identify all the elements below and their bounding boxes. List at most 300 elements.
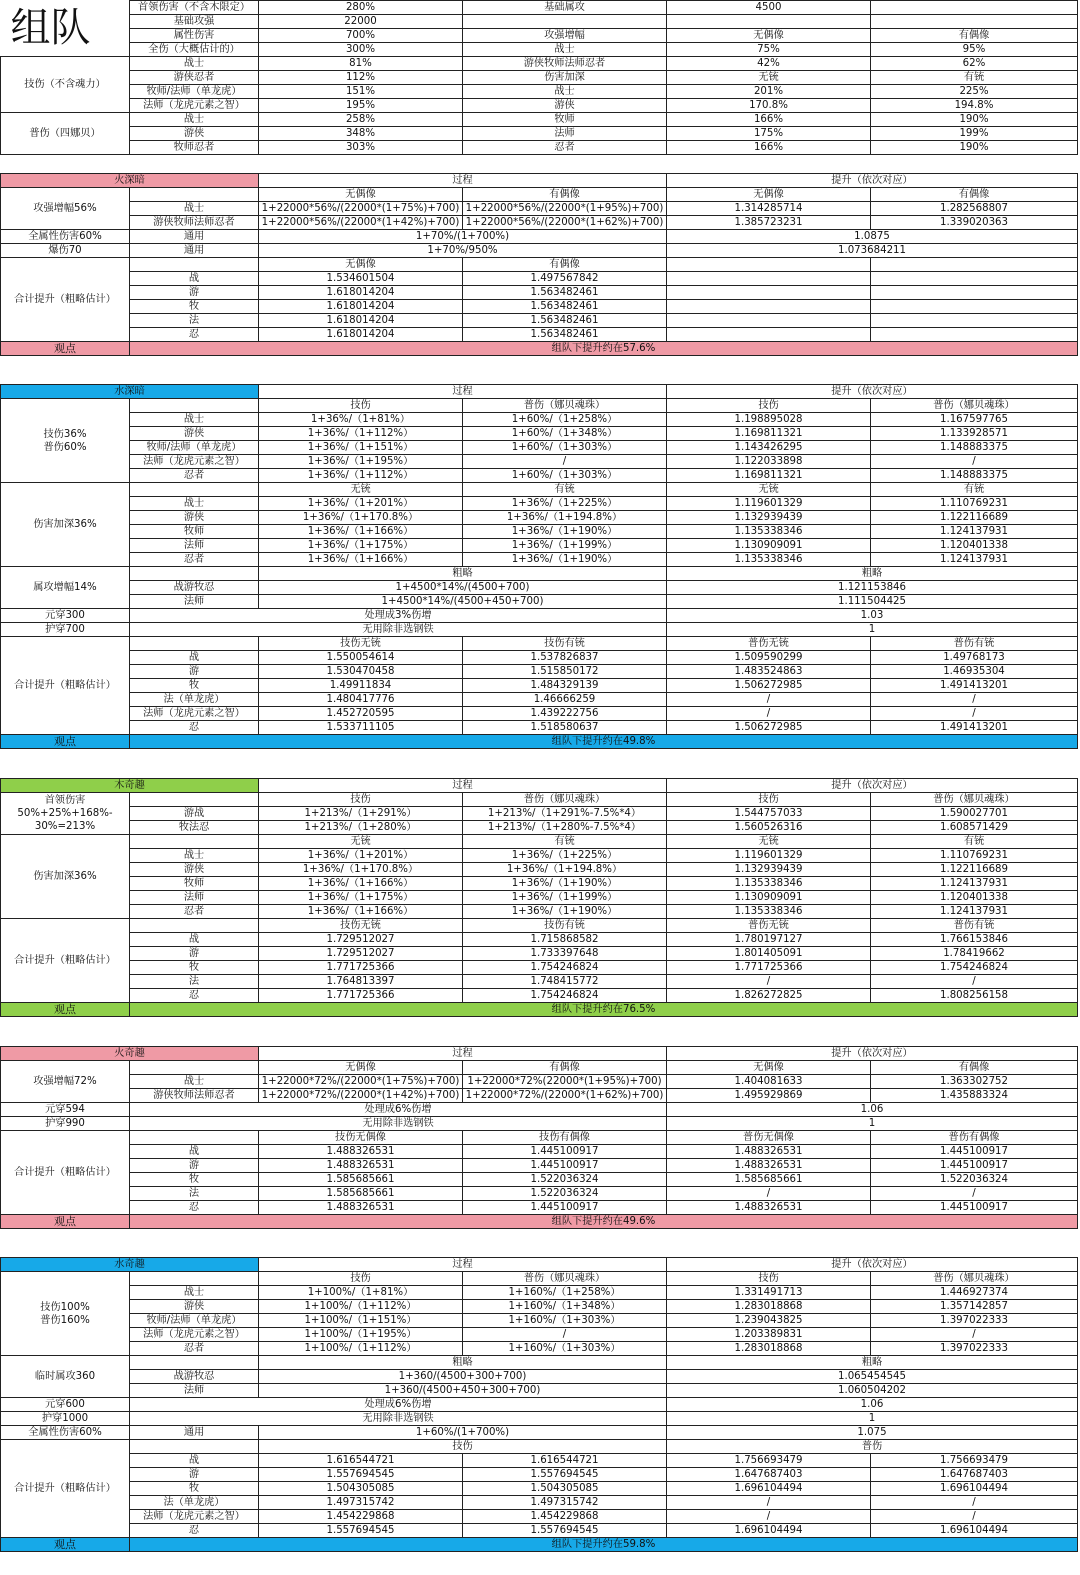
cell: 1.522036324 <box>463 1173 667 1187</box>
cell: 1 <box>667 623 1078 637</box>
group-label: 攻强增幅56% <box>1 188 130 230</box>
cell: 1.518580637 <box>463 721 667 735</box>
section-name: 水奇趣 <box>1 1258 259 1272</box>
cell: 1.557694545 <box>259 1468 463 1482</box>
section-table <box>0 384 1078 749</box>
cell <box>871 272 1078 286</box>
cell: 1+36%/（1+225%） <box>463 497 667 511</box>
cell: 游侠 <box>130 427 259 441</box>
cell: 1+36%/（1+166%） <box>259 905 463 919</box>
cell: 法（单龙虎） <box>130 1496 259 1510</box>
cell: 75% <box>667 43 871 57</box>
cell: 游 <box>130 1468 259 1482</box>
cell: 1.49768173 <box>871 651 1078 665</box>
cell: 牧法忍 <box>130 821 259 835</box>
cell: 1.239043825 <box>667 1314 871 1328</box>
cell: 194.8% <box>871 99 1078 113</box>
col-header: 普伤无铳 <box>667 919 871 933</box>
cell: 战士 <box>130 1286 259 1300</box>
col-header: 技伤有偶像 <box>463 1131 667 1145</box>
cell: 1.385723231 <box>667 216 871 230</box>
cell: 1.06 <box>667 1398 1078 1412</box>
cell: 牧 <box>130 679 259 693</box>
conclusion: 组队下提升约在76.5% <box>130 1003 1078 1017</box>
cell: 1+100%/（1+151%） <box>259 1314 463 1328</box>
cell: 战士 <box>130 849 259 863</box>
cell: 1.618014204 <box>259 286 463 300</box>
cell: 1.135338346 <box>667 525 871 539</box>
cell: 1.03 <box>667 609 1078 623</box>
cell: 属性伤害 <box>130 29 259 43</box>
cell: 1.148883375 <box>871 469 1078 483</box>
cell: 牧 <box>130 300 259 314</box>
col-header: 粗略 <box>259 567 667 581</box>
col-header: 粗略 <box>667 1356 1078 1370</box>
cell <box>130 835 259 849</box>
cell: 1.445100917 <box>871 1201 1078 1215</box>
group-label <box>1 793 130 835</box>
group-label: 合计提升（粗略估计） <box>1 1131 130 1215</box>
cell <box>667 328 871 342</box>
view-label: 观点 <box>1 735 130 749</box>
col-header: 技伤无铳 <box>259 637 463 651</box>
cell: 1+36%/（1+166%） <box>259 525 463 539</box>
col-header: 技伤 <box>259 1272 463 1286</box>
cell: 1.563482461 <box>463 286 667 300</box>
cell: 首领伤害（不含木限定） <box>130 1 259 15</box>
cell: 战士 <box>463 43 667 57</box>
cell: / <box>463 1328 667 1342</box>
cell: 游侠 <box>130 511 259 525</box>
cell: 1+22000*72%/(22000*(1+42%)+700) <box>259 1089 463 1103</box>
cell: 牧 <box>130 1482 259 1496</box>
cell <box>871 258 1078 272</box>
cell: 1.404081633 <box>667 1075 871 1089</box>
cell: 258% <box>259 113 463 127</box>
cell: 法 <box>130 314 259 328</box>
group-label-line: 50%+25%+168%- <box>17 808 113 819</box>
cell: 游 <box>130 665 259 679</box>
cell: 199% <box>871 127 1078 141</box>
cell <box>130 1440 259 1454</box>
cell: 1.120401338 <box>871 539 1078 553</box>
cell: 1.808256158 <box>871 989 1078 1003</box>
cell: 1+60%/（1+258%） <box>463 413 667 427</box>
cell: 280% <box>259 1 463 15</box>
cell: 1.497315742 <box>463 1496 667 1510</box>
group-label-line: 普伤60% <box>43 441 87 453</box>
cell: 1.198895028 <box>667 413 871 427</box>
cell: 1.544757033 <box>667 807 871 821</box>
cell: 1.120401338 <box>871 891 1078 905</box>
cell <box>871 328 1078 342</box>
cell: 1.491413201 <box>871 721 1078 735</box>
cell: 1+22000*72%(22000*(1+95%)+700) <box>463 1075 667 1089</box>
group-label-line: 普伤160% <box>40 1314 90 1326</box>
cell: 1.696104494 <box>667 1524 871 1538</box>
cell: 1.733397648 <box>463 947 667 961</box>
cell: 战 <box>130 651 259 665</box>
cell: 1.608571429 <box>871 821 1078 835</box>
cell: 1.550054614 <box>259 651 463 665</box>
cell: 1+160%/（1+303%） <box>463 1314 667 1328</box>
cell: 1+160%/（1+303%） <box>463 1342 667 1356</box>
cell: 1+360/(4500+450+300+700) <box>259 1384 667 1398</box>
cell: 1.445100917 <box>463 1159 667 1173</box>
cell: 1.446927374 <box>871 1286 1078 1300</box>
col-header: 普伤有偶像 <box>871 1131 1078 1145</box>
group-label: 合计提升（粗略估计） <box>1 258 130 342</box>
cell: 1.119601329 <box>667 497 871 511</box>
cell: 忍者 <box>130 469 259 483</box>
cell: 1+4500*14%/(4500+450+700) <box>259 595 667 609</box>
cell: 忍 <box>130 721 259 735</box>
col-header: 无偶像 <box>259 258 463 272</box>
cell: 1.124137931 <box>871 905 1078 919</box>
cell: 700% <box>259 29 463 43</box>
cell: 1+36%/（1+195%） <box>259 455 463 469</box>
cell: 牧师/法师（单龙虎） <box>130 441 259 455</box>
section-wood-quirk <box>0 778 1080 1017</box>
cell: 1.357142857 <box>871 1300 1078 1314</box>
cell: 1.647687403 <box>871 1468 1078 1482</box>
cell: 元穿594 <box>1 1103 130 1117</box>
cell: 1.445100917 <box>463 1201 667 1215</box>
group-label-line: 30%=213% <box>34 821 96 832</box>
view-label: 观点 <box>1 1215 130 1229</box>
header-lift: 提升（依次对应） <box>667 1258 1078 1272</box>
col-header: 有铳 <box>871 483 1078 497</box>
group-label: 普伤（四娜贝） <box>1 113 130 155</box>
cell: 忍 <box>130 328 259 342</box>
cell: 1+100%/（1+112%） <box>259 1300 463 1314</box>
header-lift: 提升（依次对应） <box>667 174 1078 188</box>
cell: 忍 <box>130 1201 259 1215</box>
cell: 1+60%/（1+348%） <box>463 427 667 441</box>
cell: 忍者 <box>130 1342 259 1356</box>
cell: 1.110769231 <box>871 497 1078 511</box>
cell: 1.756693479 <box>871 1454 1078 1468</box>
cell: 1.488326531 <box>667 1145 871 1159</box>
cell <box>667 258 871 272</box>
conclusion: 组队下提升约在49.8% <box>130 735 1078 749</box>
cell: 战士 <box>130 413 259 427</box>
cell: 1+36%/（1+112%） <box>259 469 463 483</box>
col-header: 无偶像 <box>259 1061 463 1075</box>
cell: 牧师 <box>463 113 667 127</box>
cell: 1.534601504 <box>259 272 463 286</box>
cell: 1+36%/（1+81%） <box>259 413 463 427</box>
cell: 1.533711105 <box>259 721 463 735</box>
col-header: 无铳 <box>259 835 463 849</box>
cell: 1+36%/（1+175%） <box>259 539 463 553</box>
cell: 170.8% <box>667 99 871 113</box>
cell: 1.445100917 <box>463 1145 667 1159</box>
group-label: 合计提升（粗略估计） <box>1 637 130 735</box>
cell: 1.771725366 <box>259 989 463 1003</box>
cell: 1.771725366 <box>667 961 871 975</box>
cell: 忍 <box>130 989 259 1003</box>
cell: 1.766153846 <box>871 933 1078 947</box>
cell: 通用 <box>130 244 259 258</box>
cell <box>130 1061 259 1075</box>
cell <box>667 314 871 328</box>
cell: 1.167597765 <box>871 413 1078 427</box>
group-label-line: 技伤100% <box>40 1301 90 1313</box>
cell: 1.135338346 <box>667 905 871 919</box>
cell: 1.488326531 <box>667 1159 871 1173</box>
cell: 游侠牧师法师忍者 <box>130 216 259 230</box>
col-header: 粗略 <box>259 1356 667 1370</box>
cell: 1.484329139 <box>463 679 667 693</box>
overview-section <box>0 0 1080 155</box>
header-process: 过程 <box>259 1258 667 1272</box>
cell: 1+360/(4500+300+700) <box>259 1370 667 1384</box>
cell: 303% <box>259 141 463 155</box>
cell: 1.560526316 <box>667 821 871 835</box>
col-header: 技伤 <box>667 1272 871 1286</box>
cell: 牧 <box>130 1173 259 1187</box>
group-label: 技伤（不含魂力） <box>1 57 130 113</box>
cell: 全伤（大概估计的） <box>130 43 259 57</box>
view-label: 观点 <box>1 1538 130 1552</box>
cell: 1.764813397 <box>259 975 463 989</box>
cell: 4500 <box>667 1 871 15</box>
cell: 处理成3%伤增 <box>130 609 667 623</box>
cell: 1.585685661 <box>259 1187 463 1201</box>
cell: 1.585685661 <box>667 1173 871 1187</box>
col-header: 无偶像 <box>667 188 871 202</box>
group-label-line: 首领伤害 <box>44 795 86 806</box>
section-water-dark <box>0 384 1080 749</box>
cell: / <box>667 1510 871 1524</box>
cell: 无铳 <box>667 71 871 85</box>
cell: 1+36%/（1+199%） <box>463 891 667 905</box>
cell: 195% <box>259 99 463 113</box>
cell: 1.488326531 <box>259 1159 463 1173</box>
cell: 法师（龙虎元素之智） <box>130 1510 259 1524</box>
cell <box>130 483 259 497</box>
cell: 无用除非选钢铁 <box>130 623 667 637</box>
cell: 166% <box>667 141 871 155</box>
cell: 1+36%/（1+166%） <box>259 553 463 567</box>
cell: 法师（龙虎元素之智） <box>130 1328 259 1342</box>
cell <box>130 1272 259 1286</box>
col-header: 有偶像 <box>871 188 1078 202</box>
cell: 1+36%/（1+199%） <box>463 539 667 553</box>
cell <box>130 793 259 807</box>
header-lift: 提升（依次对应） <box>667 779 1078 793</box>
cell: 通用 <box>130 1426 259 1440</box>
cell: 1.771725366 <box>259 961 463 975</box>
cell: 战士 <box>130 57 259 71</box>
group-label: 属攻增幅14% <box>1 567 130 609</box>
col-header: 有铳 <box>463 483 667 497</box>
cell: 1.445100917 <box>871 1145 1078 1159</box>
col-header: 有偶像 <box>463 258 667 272</box>
cell: 1.452720595 <box>259 707 463 721</box>
col-header: 无偶像 <box>259 188 463 202</box>
cell: 1.780197127 <box>667 933 871 947</box>
section-fire-quirk <box>0 1046 1080 1229</box>
cell: 1+36%/（1+201%） <box>259 849 463 863</box>
cell: 基础属攻 <box>463 1 667 15</box>
cell: 1.585685661 <box>259 1173 463 1187</box>
cell: 1.696104494 <box>667 1482 871 1496</box>
section-fire-dark <box>0 173 1080 356</box>
cell <box>130 188 259 202</box>
col-header: 无偶像 <box>667 1061 871 1075</box>
cell: 1.135338346 <box>667 553 871 567</box>
cell: 1.203389831 <box>667 1328 871 1342</box>
col-header: 普伤有铳 <box>871 637 1078 651</box>
cell: 游侠 <box>130 1300 259 1314</box>
cell: 1.715868582 <box>463 933 667 947</box>
cell <box>130 637 259 651</box>
cell: 法师（龙虎元素之智） <box>130 455 259 469</box>
cell: 1.696104494 <box>871 1524 1078 1538</box>
col-header: 粗略 <box>667 567 1078 581</box>
cell <box>871 300 1078 314</box>
cell: 1.363302752 <box>871 1075 1078 1089</box>
cell: 有偶像 <box>871 29 1078 43</box>
cell <box>667 300 871 314</box>
header-process: 过程 <box>259 174 667 188</box>
cell: 法师 <box>130 595 259 609</box>
cell: 1.729512027 <box>259 947 463 961</box>
cell: 1.696104494 <box>871 1482 1078 1496</box>
col-header: 普伤 <box>667 1440 1078 1454</box>
cell: 1.530470458 <box>259 665 463 679</box>
cell: 游 <box>130 286 259 300</box>
cell: 游侠 <box>130 863 259 877</box>
cell: 1+160%/（1+258%） <box>463 1286 667 1300</box>
col-header: 无铳 <box>259 483 463 497</box>
cell: 348% <box>259 127 463 141</box>
section-table <box>0 173 1078 356</box>
cell: 1.122116689 <box>871 863 1078 877</box>
cell: 1.0875 <box>667 230 1078 244</box>
cell: 攻强增幅 <box>463 29 667 43</box>
col-header: 技伤 <box>667 399 871 413</box>
cell: 游 <box>130 947 259 961</box>
cell: 1+36%/（1+190%） <box>463 905 667 919</box>
cell: 1+160%/（1+348%） <box>463 1300 667 1314</box>
group-label: 合计提升（粗略估计） <box>1 919 130 1003</box>
cell: 护穿1000 <box>1 1412 130 1426</box>
overview-table <box>0 0 1078 155</box>
col-header: 普伤（娜贝魂珠） <box>871 399 1078 413</box>
cell: 1.397022333 <box>871 1314 1078 1328</box>
col-header: 技伤有铳 <box>463 919 667 933</box>
col-header: 技伤 <box>667 793 871 807</box>
cell: 42% <box>667 57 871 71</box>
cell: 1.130909091 <box>667 891 871 905</box>
cell: 1.78419662 <box>871 947 1078 961</box>
cell: 1.148883375 <box>871 441 1078 455</box>
cell <box>667 286 871 300</box>
cell: 1.130909091 <box>667 539 871 553</box>
col-header: 技伤有铳 <box>463 637 667 651</box>
col-header: 有铳 <box>871 835 1078 849</box>
cell: 1.49911834 <box>259 679 463 693</box>
cell: 牧师/法师（单龙虎） <box>130 85 259 99</box>
cell: 1+36%/（1+225%） <box>463 849 667 863</box>
view-label: 观点 <box>1 1003 130 1017</box>
cell: 1+4500*14%/(4500+700) <box>259 581 667 595</box>
col-header: 有偶像 <box>463 188 667 202</box>
cell: 1+22000*56%/(22000*(1+75%)+700) <box>259 202 463 216</box>
cell: 1+70%/(1+700%) <box>259 230 667 244</box>
cell: 1.435883324 <box>871 1089 1078 1103</box>
cell: 1.522036324 <box>463 1187 667 1201</box>
cell: / <box>871 707 1078 721</box>
cell: 1.754246824 <box>871 961 1078 975</box>
cell: 1+36%/（1+170.8%） <box>259 863 463 877</box>
cell: / <box>463 455 667 469</box>
cell: 1+36%/（1+151%） <box>259 441 463 455</box>
col-header: 普伤（娜贝魂珠） <box>463 399 667 413</box>
cell: 1.506272985 <box>667 721 871 735</box>
group-label-line: 技伤36% <box>43 428 87 440</box>
cell: 1.283018868 <box>667 1342 871 1356</box>
cell: 无用除非选钢铁 <box>130 1117 667 1131</box>
section-name: 火深暗 <box>1 174 259 188</box>
cell: 1.488326531 <box>259 1145 463 1159</box>
cell: 62% <box>871 57 1078 71</box>
cell: 1+22000*72%/(22000*(1+62%)+700) <box>463 1089 667 1103</box>
col-header: 普伤无铳 <box>667 637 871 651</box>
section-table <box>0 1046 1078 1229</box>
cell: 1.480417776 <box>259 693 463 707</box>
section-name: 木奇趣 <box>1 779 259 793</box>
cell: 1+36%/（1+190%） <box>463 877 667 891</box>
cell: 处理成6%伤增 <box>130 1103 667 1117</box>
cell: 战游牧忍 <box>130 581 259 595</box>
cell: 166% <box>667 113 871 127</box>
cell: 1.454229868 <box>259 1510 463 1524</box>
col-header: 有铳 <box>463 835 667 849</box>
cell: 元穿300 <box>1 609 130 623</box>
conclusion: 组队下提升约在49.6% <box>130 1215 1078 1229</box>
col-header: 普伤无偶像 <box>667 1131 871 1145</box>
conclusion: 组队下提升约在59.8% <box>130 1538 1078 1552</box>
cell: 1.132939439 <box>667 863 871 877</box>
cell: 1.119601329 <box>667 849 871 863</box>
cell: 175% <box>667 127 871 141</box>
cell: 无偶像 <box>667 29 871 43</box>
cell: 牧师 <box>130 525 259 539</box>
cell: 法 <box>130 975 259 989</box>
cell: 1+36%/（1+175%） <box>259 891 463 905</box>
cell: 1.826272825 <box>667 989 871 1003</box>
cell: 1+36%/（1+194.8%） <box>463 511 667 525</box>
cell: 1.445100917 <box>871 1159 1078 1173</box>
cell: 1+22000*72%/(22000*(1+75%)+700) <box>259 1075 463 1089</box>
cell: 1.122116689 <box>871 511 1078 525</box>
cell: 1.756693479 <box>667 1454 871 1468</box>
cell: 法师（龙虎元素之智） <box>130 99 259 113</box>
cell: 全属性伤害60% <box>1 1426 130 1440</box>
cell: 1.557694545 <box>463 1468 667 1482</box>
cell: 1+36%/（1+194.8%） <box>463 863 667 877</box>
cell: 1.616544721 <box>463 1454 667 1468</box>
cell: 1.618014204 <box>259 328 463 342</box>
group-label: 伤害加深36% <box>1 483 130 567</box>
cell: 1.488326531 <box>259 1201 463 1215</box>
col-header: 无铳 <box>667 835 871 849</box>
cell: 法师 <box>463 127 667 141</box>
